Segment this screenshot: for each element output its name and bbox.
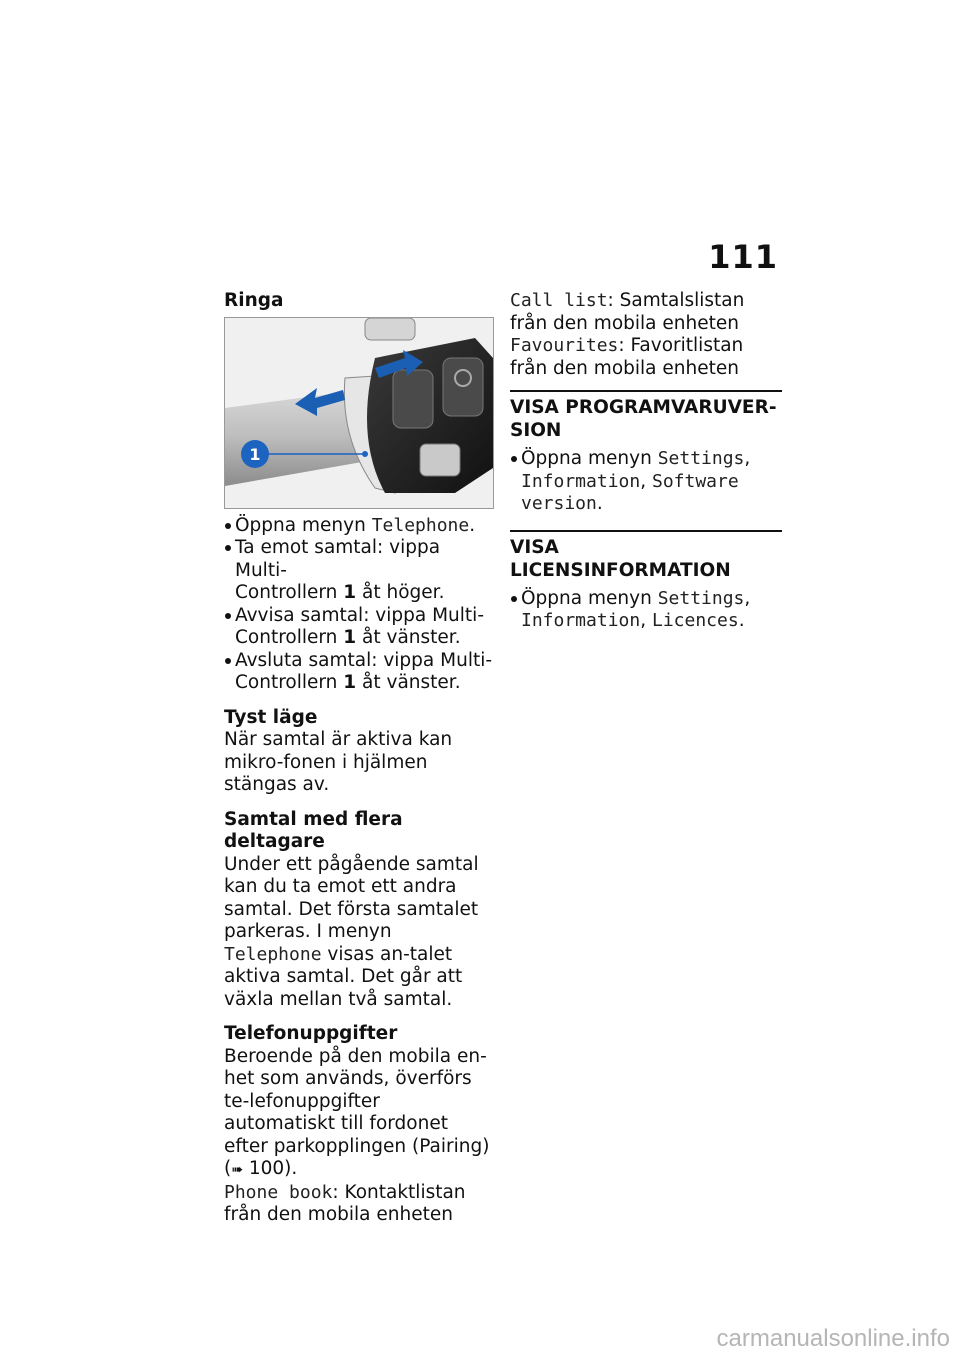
page-number: 111 [708, 238, 778, 276]
list-item: Öppna menyn Settings, Information, Software version. [510, 448, 782, 516]
list-item: Avvisa samtal: vippa Multi- Controllern 1 åt vänster. [224, 605, 494, 650]
callout-number: 1 [249, 444, 261, 464]
list-item: Ta emot samtal: vippa Multi- Controllern 1 åt höger. [224, 537, 494, 605]
section-title-tyst: Tyst läge [224, 706, 318, 728]
section-title-ringa: Ringa [224, 290, 284, 311]
page-ref-arrow-icon: ➠ [231, 1162, 243, 1178]
handlebar-illustration [225, 318, 493, 508]
list-item: Öppna menyn Telephone. [224, 515, 494, 538]
left-column [224, 290, 494, 1227]
handlebar-figure [224, 317, 494, 509]
list-item: Avsluta samtal: vippa Multi- Controllern 1 åt vänster. [224, 650, 494, 695]
section-title-license: VISA LICENSINFORMATION [510, 530, 782, 582]
section-title-software: VISA PROGRAMVARUVER-SION [510, 390, 782, 442]
license-steps [510, 588, 782, 633]
software-steps [510, 448, 782, 516]
ringa-steps [224, 515, 494, 695]
tyst-text: När samtal är aktiva kan mikro-fonen i hjälmen stängas av. [224, 729, 453, 795]
calllist-text: Call list: Samtalslistan från den mobila enheten [510, 290, 745, 334]
section-title-samtal: Samtal med flera deltagare [224, 808, 403, 852]
phonebook-text: Phone book: Kontaktlistan från den mobila enheten [224, 1181, 466, 1225]
list-item: Öppna menyn Settings, Information, Licences. [510, 588, 782, 633]
telefon-text: Beroende på den mobila en-het som används, överförs te-lefonuppgifter automatiskt till fordonet efter parkopplingen (Pairing) (➠ 100). [224, 1045, 490, 1179]
right-column [510, 290, 782, 633]
watermark-text: carmanualsonline.info [716, 1325, 950, 1352]
samtal-text: Under ett pågående samtal kan du ta emot ett andra samtal. Det första samtalet parkeras. I menyn Telephone visas an-talet aktiva samtal. Det går att växla mellan två samtal. [224, 853, 479, 1010]
section-title-telefon: Telefonuppgifter [224, 1023, 398, 1044]
favourites-text: Favourites: Favoritlistan från den mobila enheten [510, 335, 744, 379]
